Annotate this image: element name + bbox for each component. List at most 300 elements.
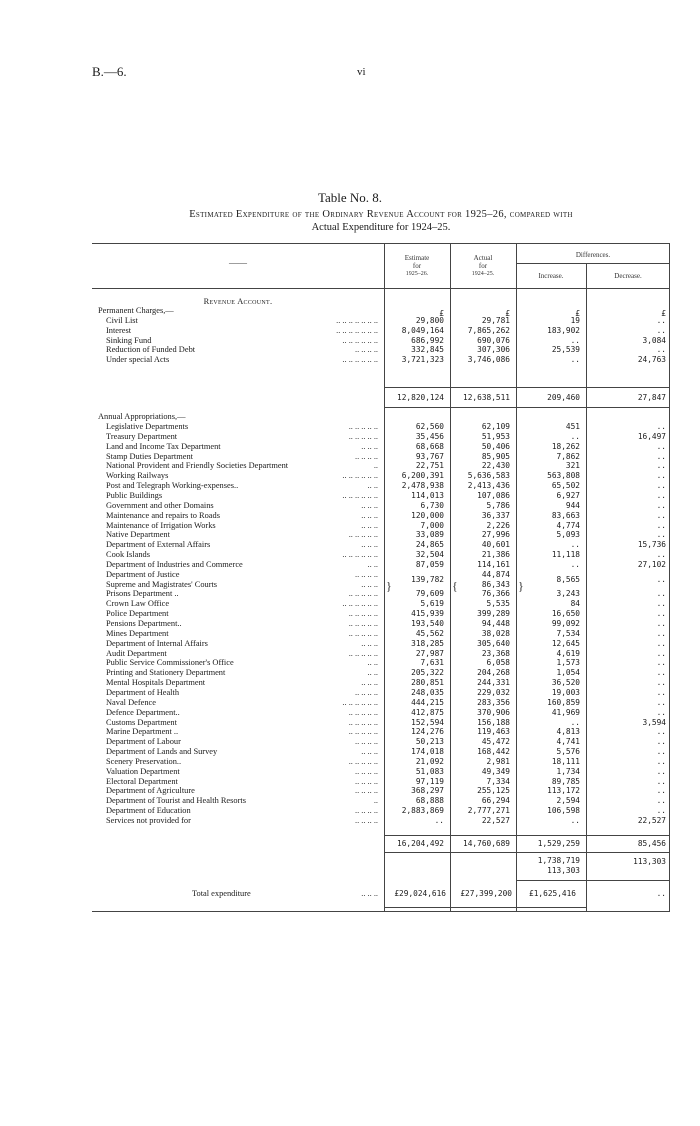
row-leaders: .. .. .. xyxy=(361,510,378,520)
justice-brace-right: } xyxy=(518,579,524,593)
header-actual-line-3: 1924–25. xyxy=(471,271,495,277)
row-label: Working Railways xyxy=(106,471,169,481)
row-actual: 204,268 xyxy=(477,668,510,678)
row-estimate: 318,285 xyxy=(411,638,444,648)
row-decrease: .. xyxy=(656,766,666,776)
row-label: Department of Tourist and Health Resorts xyxy=(106,796,246,806)
table-row xyxy=(92,530,670,540)
table-row xyxy=(92,806,670,816)
row-label: Department of Justice xyxy=(106,569,180,579)
row-actual: 156,188 xyxy=(477,717,510,727)
row-label: Customs Department xyxy=(106,717,177,727)
row-estimate: 62,560 xyxy=(415,422,444,431)
table-row xyxy=(92,560,670,570)
row-estimate: 248,035 xyxy=(411,687,444,697)
row-actual: 3,746,086 xyxy=(467,355,510,365)
row-actual: 2,777,271 xyxy=(467,806,510,816)
row-leaders: .. .. .. .. xyxy=(354,776,378,786)
row-estimate: 8,049,164 xyxy=(401,325,444,335)
combined-increase-total: 1,738,719 xyxy=(537,856,580,865)
row-actual: 38,028 xyxy=(481,628,510,638)
row-label: Maintenance of Irrigation Works xyxy=(106,520,216,530)
row-label: Civil List xyxy=(106,316,138,325)
row-increase: 113,172 xyxy=(547,786,580,796)
table-row xyxy=(92,619,670,629)
table-row xyxy=(92,678,670,688)
table-row xyxy=(92,668,670,678)
row-label: Maintenance and repairs to Roads xyxy=(106,510,220,520)
row-decrease: .. xyxy=(656,316,666,325)
row-actual: 7,334 xyxy=(486,776,510,786)
row-decrease: .. xyxy=(656,490,666,500)
header-estimate-line-3: 1925–26. xyxy=(405,271,429,277)
row-increase: 25,539 xyxy=(551,345,580,355)
combined-decrease-total: 113,303 xyxy=(633,857,666,866)
row-label: Police Department xyxy=(106,609,169,619)
row-leaders: .. .. .. .. .. xyxy=(348,756,378,766)
row-actual: 2,226 xyxy=(486,520,510,530)
row-decrease: .. xyxy=(656,756,666,766)
row-decrease: .. xyxy=(656,687,666,697)
row-estimate: 193,540 xyxy=(411,619,444,628)
annual-subtotal-actual: 14,760,689 xyxy=(463,839,510,848)
grand-total-row xyxy=(92,889,670,899)
annual-title: Annual Appropriations,— xyxy=(98,412,186,421)
row-label: Scenery Preservation.. xyxy=(106,756,182,766)
row-leaders: .. .. .. .. xyxy=(354,451,378,461)
row-increase: 6,927 xyxy=(556,490,580,500)
row-increase: 11,118 xyxy=(551,550,580,560)
row-decrease: .. xyxy=(656,658,666,668)
table-row xyxy=(92,481,670,491)
annual-title-row xyxy=(92,412,670,422)
row-leaders: .. .. .. .. .. xyxy=(348,628,378,638)
row-leaders: .. .. .. xyxy=(361,678,378,688)
grand-total-decrease: .. xyxy=(656,889,666,898)
perm-subtotal-actual: 12,638,511 xyxy=(463,393,510,402)
row-actual: 22,527 xyxy=(481,816,510,825)
row-increase: 19,003 xyxy=(551,687,580,697)
annual-subtotal-decrease: 85,456 xyxy=(637,839,666,848)
row-leaders: .. .. .. .. xyxy=(354,786,378,796)
row-label: Department of Lands and Survey xyxy=(106,747,218,757)
row-decrease: .. xyxy=(656,638,666,648)
table-row xyxy=(92,777,670,787)
row-decrease: 3,084 xyxy=(642,335,666,345)
row-actual: 21,386 xyxy=(481,550,510,560)
row-increase: 41,969 xyxy=(551,707,580,717)
row-estimate: 174,018 xyxy=(411,747,444,757)
row-decrease: .. xyxy=(656,471,666,481)
row-decrease: .. xyxy=(656,345,666,355)
row-decrease: .. xyxy=(656,609,666,619)
row-actual: 244,331 xyxy=(477,678,510,688)
row-decrease: .. xyxy=(656,461,666,471)
row-leaders: .. .. .. .. .. xyxy=(348,589,378,599)
row-estimate: 35,456 xyxy=(415,431,444,441)
row-label: Department of Industries and Commerce xyxy=(106,559,243,569)
row-increase: 7,534 xyxy=(556,628,580,638)
table-row xyxy=(92,629,670,639)
row-actual: 6,058 xyxy=(486,658,510,668)
row-decrease: .. xyxy=(656,628,666,638)
row-decrease: .. xyxy=(656,500,666,510)
row-leaders: .. .. .. .. xyxy=(354,687,378,697)
annual-subtotal-row xyxy=(92,839,670,849)
row-increase: 4,774 xyxy=(556,520,580,530)
row-leaders: .. .. .. xyxy=(361,540,378,550)
row-increase: .. xyxy=(570,816,580,825)
row-estimate: 24,865 xyxy=(415,540,444,550)
row-estimate: 32,504 xyxy=(415,550,444,560)
row-label: Under special Acts xyxy=(106,355,170,365)
row-increase: 2,594 xyxy=(556,796,580,806)
currency-estimate: £ xyxy=(439,309,444,318)
row-label: Post and Telegraph Working-expenses.. xyxy=(106,481,239,491)
row-actual: 2,981 xyxy=(486,756,510,766)
row-estimate: 152,594 xyxy=(411,717,444,727)
row-decrease: 15,736 xyxy=(637,540,666,550)
row-leaders: .. .. .. .. .. .. xyxy=(342,335,378,345)
row-label: Native Department xyxy=(106,530,170,540)
row-leaders: .. .. .. .. .. .. xyxy=(342,550,378,560)
row-estimate: 87,059 xyxy=(415,559,444,569)
row-leaders: .. .. .. .. .. xyxy=(348,619,378,628)
row-leaders: .. .. .. .. .. .. xyxy=(342,355,378,365)
row-actual: 229,032 xyxy=(477,687,510,697)
subtitle-line-1: Estimated Expenditure of the Ordinary Revenue Account for 1925–26, compared with xyxy=(189,209,573,220)
row-label: Public Buildings xyxy=(106,490,163,500)
header-bottom-rule xyxy=(92,288,670,289)
row-estimate: 68,888 xyxy=(415,796,444,806)
row-increase: 5,093 xyxy=(556,530,580,540)
row-actual: 370,906 xyxy=(477,707,510,717)
perm-subtotal-bottom-rule xyxy=(384,407,670,408)
grand-total-actual: £27,399,200 xyxy=(460,889,512,898)
row-actual: 36,337 xyxy=(481,510,510,520)
row-label: Stamp Duties Department xyxy=(106,451,193,461)
row-label: Mental Hospitals Department xyxy=(106,678,206,688)
row-estimate: 120,000 xyxy=(411,510,444,520)
row-actual: 85,905 xyxy=(481,451,510,461)
row-increase: 7,862 xyxy=(556,451,580,461)
table-row xyxy=(92,757,670,767)
grand-total-label: Total expenditure xyxy=(192,889,251,898)
row-actual: 29,781 xyxy=(481,316,510,325)
table-row xyxy=(92,599,670,609)
subtitle-line-2: Actual Expenditure for 1924–25. xyxy=(311,222,451,233)
table-row xyxy=(92,550,670,560)
perm-subtotal-row xyxy=(92,393,670,403)
row-decrease: .. xyxy=(656,697,666,707)
table-row xyxy=(92,316,670,326)
row-decrease: .. xyxy=(656,325,666,335)
row-leaders: .. .. .. .. .. .. xyxy=(342,490,378,500)
row-increase: .. xyxy=(570,431,580,441)
row-label: Department of Health xyxy=(106,687,180,697)
annual-subtotal-rule xyxy=(384,835,670,836)
table-row xyxy=(92,609,670,619)
justice-brace-mid: { xyxy=(452,579,458,593)
table-row xyxy=(92,658,670,668)
combined-increase-less: 113,303 xyxy=(547,866,580,875)
row-decrease: .. xyxy=(656,678,666,688)
section-title: Revenue Account. xyxy=(203,297,273,306)
differences-rule xyxy=(516,263,670,264)
row-estimate: 51,083 xyxy=(415,766,444,776)
row-estimate: 415,939 xyxy=(411,609,444,619)
row-estimate: 444,215 xyxy=(411,697,444,707)
row-estimate: 2,478,938 xyxy=(401,481,444,491)
row-decrease: .. xyxy=(656,574,666,584)
page-number: vi xyxy=(357,66,366,78)
table-row xyxy=(92,491,670,501)
row-leaders: .. .. xyxy=(367,658,378,668)
justice-brace-left: } xyxy=(386,579,392,593)
header-actual-line-1: Actual xyxy=(473,254,493,262)
row-label: Audit Department xyxy=(106,648,167,658)
row-increase: .. xyxy=(570,355,580,365)
row-label: Printing and Stationery Department xyxy=(106,668,226,678)
row-increase: 16,650 xyxy=(551,609,580,619)
row-decrease: .. xyxy=(656,481,666,491)
row-decrease: .. xyxy=(656,451,666,461)
row-leaders: .. .. .. .. .. .. xyxy=(342,697,378,707)
row-increase: 84 xyxy=(570,599,580,609)
row-estimate: 332,845 xyxy=(411,345,444,355)
row-decrease: 22,527 xyxy=(637,816,666,825)
row-label: Government and other Domains xyxy=(106,500,214,510)
row-leaders: .. .. .. .. .. xyxy=(348,422,378,431)
row-leaders: .. .. .. xyxy=(361,441,378,451)
currency-decrease: £ xyxy=(661,309,666,318)
row-label: Mines Department xyxy=(106,628,169,638)
row-decrease: .. xyxy=(656,806,666,816)
row-increase: 4,619 xyxy=(556,648,580,658)
row-decrease: .. xyxy=(656,589,666,599)
row-decrease: .. xyxy=(656,796,666,806)
row-label: Treasury Department xyxy=(106,431,178,441)
table-row xyxy=(92,521,670,531)
row-actual: 2,413,436 xyxy=(467,481,510,491)
table-row xyxy=(92,355,670,365)
row-label: Services not provided for xyxy=(106,816,191,825)
row-increase: 18,111 xyxy=(551,756,580,766)
perm-subtotal-rule xyxy=(384,387,670,388)
row-increase: 8,565 xyxy=(556,574,580,584)
row-estimate: 6,730 xyxy=(420,500,444,510)
row-increase: 3,243 xyxy=(556,589,580,599)
row-increase: 106,598 xyxy=(547,806,580,816)
row-estimate: 50,213 xyxy=(415,737,444,747)
row-label: Department of Education xyxy=(106,806,191,816)
row-actual: 690,076 xyxy=(477,335,510,345)
row-label: Valuation Department xyxy=(106,766,180,776)
row-increase: 1,573 xyxy=(556,658,580,668)
combined-rule xyxy=(516,880,670,881)
table-row xyxy=(92,786,670,796)
row-leaders: .. .. .. .. xyxy=(354,737,378,747)
row-estimate: 280,851 xyxy=(411,678,444,688)
page-reference: B.—6. xyxy=(92,64,127,79)
annual-subtotal-bottom-rule xyxy=(384,852,670,853)
row-increase: 19 xyxy=(570,316,580,325)
row-leaders: .. .. .. .. xyxy=(354,345,378,355)
row-actual: 51,953 xyxy=(481,431,510,441)
row-increase: 65,502 xyxy=(551,481,580,491)
row-label: Cook Islands xyxy=(106,550,150,560)
row-decrease: .. xyxy=(656,619,666,628)
perm-title: Permanent Charges,— xyxy=(98,306,174,315)
table-row xyxy=(92,816,670,826)
row-increase: 18,262 xyxy=(551,441,580,451)
row-actual: 22,430 xyxy=(481,461,510,471)
header-actual-line-2: for xyxy=(478,262,488,270)
row-label: Legislative Departments xyxy=(106,422,189,431)
row-actual: 76,366 xyxy=(481,589,510,599)
row-actual: 62,109 xyxy=(481,422,510,431)
row-increase: .. xyxy=(570,559,580,569)
table-title: Table No. 8. xyxy=(317,190,383,205)
row-leaders: .. .. .. xyxy=(361,520,378,530)
row-increase: 1,054 xyxy=(556,668,580,678)
row-label: Reduction of Funded Debt xyxy=(106,345,196,355)
row-leaders: .. .. .. .. xyxy=(354,816,378,825)
row-leaders: .. .. .. .. .. xyxy=(348,431,378,441)
table-row xyxy=(92,639,670,649)
row-actual: 23,368 xyxy=(481,648,510,658)
row-label: Defence Department.. xyxy=(106,707,180,717)
grand-total-increase: £1,625,416 xyxy=(529,889,576,898)
row-estimate: 686,992 xyxy=(411,335,444,345)
row-decrease: .. xyxy=(656,422,666,431)
row-estimate: 6,200,391 xyxy=(401,471,444,481)
row-leaders: .. .. .. .. .. xyxy=(348,648,378,658)
row-decrease: .. xyxy=(656,510,666,520)
row-leaders: .. .. xyxy=(367,668,378,678)
row-leaders: .. .. .. .. .. .. xyxy=(342,471,378,481)
table-row xyxy=(92,511,670,521)
header-dash: —— xyxy=(229,258,247,268)
row-estimate: 412,875 xyxy=(411,707,444,717)
row-leaders: .. .. .. xyxy=(361,747,378,757)
row-label: Crown Law Office xyxy=(106,599,170,609)
header-differences: Differences. xyxy=(575,251,611,259)
row-actual: 255,125 xyxy=(477,786,510,796)
row-estimate: 79,609 xyxy=(415,589,444,599)
row-label: Public Service Commissioner's Office xyxy=(106,658,234,668)
table-row xyxy=(92,737,670,747)
row-estimate: 2,883,869 xyxy=(401,806,444,816)
header-actual xyxy=(450,254,516,278)
row-label: Electoral Department xyxy=(106,776,178,786)
row-decrease: 3,594 xyxy=(642,717,666,727)
row-actual: 5,786 xyxy=(486,500,510,510)
row-estimate: 3,721,323 xyxy=(401,355,444,365)
row-estimate: 7,631 xyxy=(420,658,444,668)
row-actual: 86,343 xyxy=(481,579,510,589)
grand-total-rule xyxy=(384,907,586,908)
perm-subtotal-decrease: 27,847 xyxy=(637,393,666,402)
header-estimate xyxy=(384,254,450,278)
row-label: Supreme and Magistrates' Courts xyxy=(106,579,218,589)
row-increase: 451 xyxy=(565,422,580,431)
row-estimate: 97,119 xyxy=(415,776,444,786)
table-row xyxy=(92,747,670,757)
row-leaders: .. .. .. xyxy=(361,638,378,648)
row-decrease: .. xyxy=(656,530,666,540)
row-leaders: .. xyxy=(373,461,378,471)
table-row xyxy=(92,796,670,806)
table-row xyxy=(92,432,670,442)
row-decrease: .. xyxy=(656,747,666,757)
row-decrease: .. xyxy=(656,599,666,609)
row-actual: 7,865,262 xyxy=(467,325,510,335)
table-row xyxy=(92,442,670,452)
row-label: National Provident and Friendly Societies Department xyxy=(106,461,289,471)
row-actual: 40,601 xyxy=(481,540,510,550)
row-label: Department of Agriculture xyxy=(106,786,195,796)
row-increase: 89,785 xyxy=(551,776,580,786)
header-estimate-line-1: Estimate xyxy=(404,254,430,262)
row-decrease: .. xyxy=(656,786,666,796)
row-increase: .. xyxy=(570,717,580,727)
table-row xyxy=(92,540,670,550)
row-decrease: .. xyxy=(656,441,666,451)
row-leaders: .. .. .. .. .. xyxy=(348,530,378,540)
row-estimate: .. xyxy=(434,816,444,825)
row-increase: 321 xyxy=(565,461,580,471)
row-leaders: .. .. .. xyxy=(361,579,378,589)
table-row xyxy=(92,589,670,599)
row-decrease: .. xyxy=(656,520,666,530)
table-row xyxy=(92,708,670,718)
row-actual: 45,472 xyxy=(481,737,510,747)
row-decrease: .. xyxy=(656,776,666,786)
header-decrease: Decrease. xyxy=(614,272,642,280)
row-decrease: .. xyxy=(656,550,666,560)
row-actual: 5,636,583 xyxy=(467,471,510,481)
combined-less-row xyxy=(92,866,670,876)
row-label: Interest xyxy=(106,325,132,335)
row-actual: 50,406 xyxy=(481,441,510,451)
row-actual: 168,442 xyxy=(477,747,510,757)
row-actual: 307,306 xyxy=(477,345,510,355)
row-increase: 1,734 xyxy=(556,766,580,776)
row-leaders: .. .. xyxy=(367,481,378,491)
table-row xyxy=(92,727,670,737)
row-label: Department of Internal Affairs xyxy=(106,638,208,648)
grand-total-leaders: .. .. .. xyxy=(361,889,378,898)
table-row xyxy=(92,422,670,432)
table-row xyxy=(92,570,670,580)
table-row xyxy=(92,767,670,777)
perm-subtotal-increase: 209,460 xyxy=(547,393,580,402)
perm-subtotal-estimate: 12,820,124 xyxy=(397,393,444,402)
table-row xyxy=(92,471,670,481)
row-increase: .. xyxy=(570,540,580,550)
row-increase: 944 xyxy=(565,500,580,510)
table-row xyxy=(92,649,670,659)
row-leaders: .. .. .. .. xyxy=(354,766,378,776)
perm-title-row xyxy=(92,306,670,316)
row-decrease: .. xyxy=(656,648,666,658)
row-increase: 160,859 xyxy=(547,697,580,707)
grand-total-estimate: £29,024,616 xyxy=(394,889,446,898)
table-row xyxy=(92,501,670,511)
row-decrease: 27,102 xyxy=(637,559,666,569)
row-actual: 305,640 xyxy=(477,638,510,648)
